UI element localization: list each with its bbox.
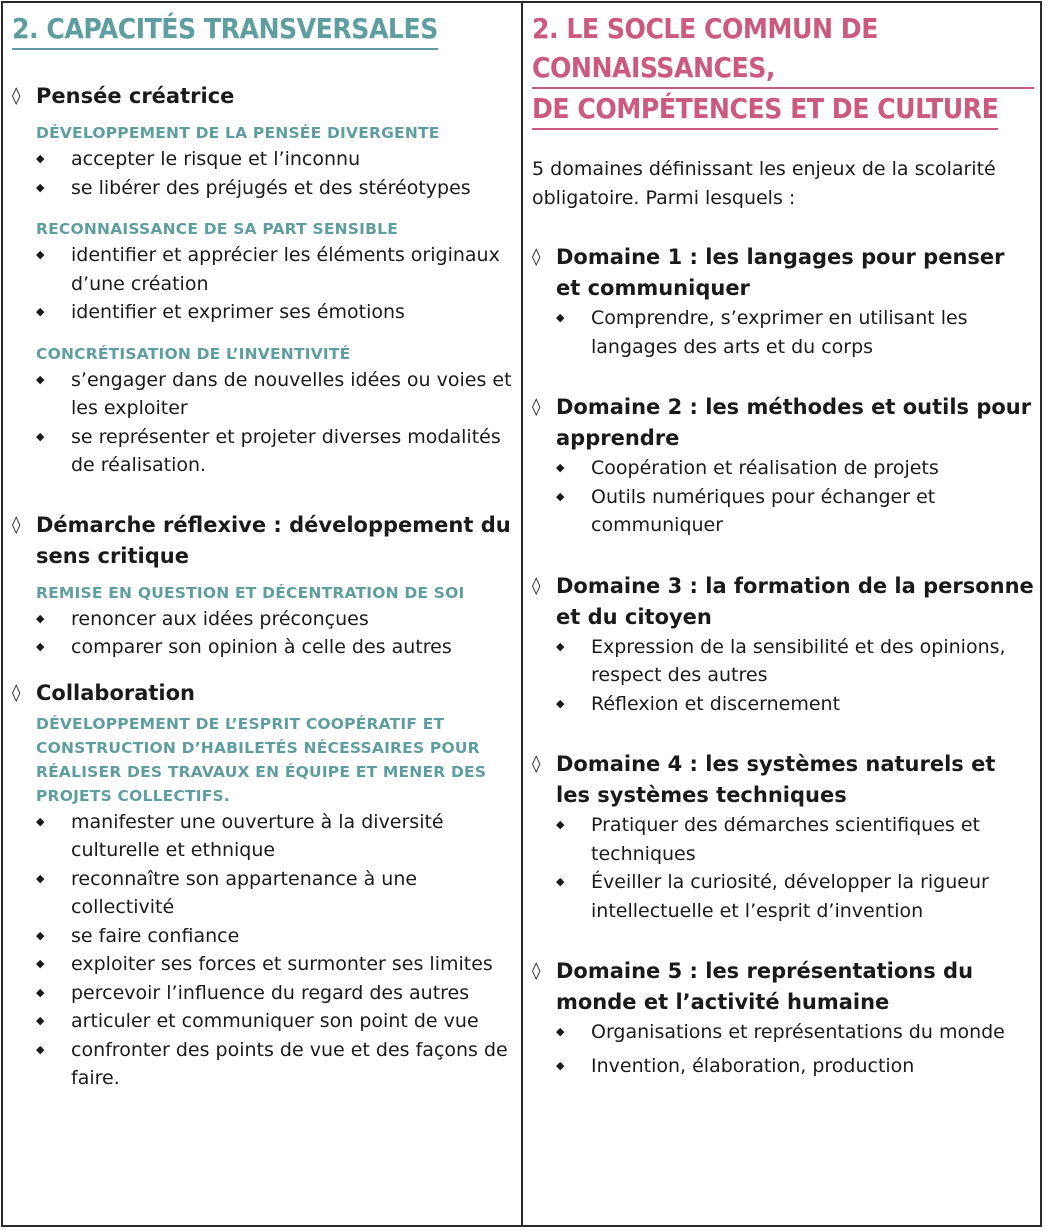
list-item: ◆ Invention, élaboration, production <box>532 1052 1034 1081</box>
lozenge-icon: ◊ <box>532 754 541 774</box>
diamond-bullet-icon: ◆ <box>36 152 45 165</box>
domain-1 <box>532 242 1034 361</box>
list-item: ◆ se libérer des préjugés et des stéréotypes <box>12 174 515 203</box>
diamond-bullet-icon: ◆ <box>556 1025 565 1038</box>
list-item: ◆ s’engager dans de nouvelles idées ou voies et les exploiter <box>12 366 515 423</box>
diamond-bullet-icon: ◆ <box>556 1058 565 1072</box>
right-heading-line-2: DE COMPÉTENCES ET DE CULTURE <box>532 89 998 130</box>
section-demarche-reflexive <box>12 510 515 662</box>
subsection-title: DÉVELOPPEMENT DE LA PENSÉE DIVERGENTE <box>36 124 440 142</box>
diamond-bullet-icon: ◆ <box>556 311 565 324</box>
bullet-list <box>532 1018 1034 1080</box>
document-frame <box>1 1 1042 1227</box>
lozenge-icon: ◊ <box>532 397 541 417</box>
diamond-bullet-icon: ◆ <box>36 957 45 970</box>
diamond-bullet-icon: ◆ <box>556 818 565 831</box>
diamond-bullet-icon: ◆ <box>36 1042 45 1056</box>
bullet-list <box>12 241 515 327</box>
domain-5 <box>532 956 1034 1080</box>
intro-text: 5 domaines définissant les enjeux de la scolarité obligatoire. Parmi lesquels : <box>532 158 996 209</box>
domain-4 <box>532 749 1034 925</box>
right-heading-line-1: 2. LE SOCLE COMMUN DE CONNAISSANCES, <box>532 9 1034 89</box>
diamond-bullet-icon: ◆ <box>36 305 45 318</box>
list-item: ◆ identifier et apprécier les éléments originaux d’une création <box>12 241 515 298</box>
diamond-bullet-icon: ◆ <box>36 871 45 885</box>
bullet-list <box>12 605 515 662</box>
list-item: ◆ Pratiquer des démarches scientifiques et techniques <box>532 811 1034 868</box>
diamond-bullet-icon: ◆ <box>36 985 45 999</box>
list-item: ◆ Outils numériques pour échanger et communiquer <box>532 483 1034 540</box>
list-item: ◆ manifester une ouverture à la diversité culturelle et ethnique <box>12 808 515 865</box>
list-item: ◆ Comprendre, s’exprimer en utilisant les langages des arts et du corps <box>532 304 1034 361</box>
diamond-bullet-icon: ◆ <box>556 875 565 888</box>
diamond-bullet-icon: ◆ <box>36 180 45 194</box>
list-item: ◆ Réflexion et discernement <box>532 690 1034 719</box>
list-item: ◆ identifier et exprimer ses émotions <box>12 298 515 327</box>
list-item: ◆ comparer son opinion à celle des autres <box>12 633 515 662</box>
left-heading: 2. CAPACITÉS TRANSVERSALES <box>12 9 438 50</box>
diamond-bullet-icon: ◆ <box>36 248 45 261</box>
list-item: ◆ Éveiller la curiosité, développer la rigueur intellectuelle et l’esprit d’invention <box>532 868 1034 925</box>
section-title: ◊ Démarche réflexive : développement du sens critique <box>12 510 515 572</box>
section-pensee-creatrice <box>12 81 515 480</box>
list-item: ◆ Coopération et réalisation de projets <box>532 454 1034 483</box>
bullet-list <box>12 366 515 480</box>
list-item: ◆ se faire confiance <box>12 922 515 951</box>
lozenge-icon: ◊ <box>12 682 21 703</box>
diamond-bullet-icon: ◆ <box>556 461 565 474</box>
list-item: ◆ reconnaître son appartenance à une collectivité <box>12 865 515 922</box>
diamond-bullet-icon: ◆ <box>36 928 45 942</box>
list-item: ◆ Organisations et représentations du monde <box>532 1018 1034 1047</box>
section-title: ◊ Collaboration <box>12 678 515 709</box>
right-column <box>523 3 1040 1225</box>
section-title: ◊ Pensée créatrice <box>12 81 515 112</box>
bullet-list <box>532 454 1034 540</box>
lozenge-icon: ◊ <box>532 961 541 981</box>
bullet-list <box>12 145 515 202</box>
bullet-list <box>532 304 1034 361</box>
domain-title: ◊ Domaine 2 : les méthodes et outils pour apprendre <box>532 392 1034 454</box>
diamond-bullet-icon: ◆ <box>36 611 45 625</box>
domain-title: ◊ Domaine 3 : la formation de la personne et du citoyen <box>532 571 1034 633</box>
diamond-bullet-icon: ◆ <box>556 489 565 503</box>
section-collaboration <box>12 678 515 1093</box>
bullet-list <box>532 633 1034 719</box>
diamond-bullet-icon: ◆ <box>36 429 45 443</box>
right-heading <box>532 9 1034 130</box>
lozenge-icon: ◊ <box>532 247 541 267</box>
list-item: ◆ articuler et communiquer son point de vue <box>12 1007 515 1036</box>
list-item: ◆ accepter le risque et l’inconnu <box>12 145 515 174</box>
diamond-bullet-icon: ◆ <box>36 640 45 653</box>
bullet-list <box>12 808 515 1093</box>
left-column <box>3 3 523 1225</box>
lozenge-icon: ◊ <box>12 514 21 535</box>
list-item: ◆ renoncer aux idées préconçues <box>12 605 515 634</box>
domain-title: ◊ Domaine 5 : les représentations du monde et l’activité humaine <box>532 956 1034 1018</box>
bullet-list <box>532 811 1034 925</box>
diamond-bullet-icon: ◆ <box>36 372 45 386</box>
subsection-title: REMISE EN QUESTION ET DÉCENTRATION DE SOI <box>36 583 465 602</box>
list-item: ◆ confronter des points de vue et des façons de faire. <box>12 1036 515 1093</box>
diamond-bullet-icon: ◆ <box>556 696 565 710</box>
subsection-title: DÉVELOPPEMENT DE L’ESPRIT COOPÉRATIF ET CONSTRUCTION D’HABILETÉS NÉCESSAIRES POUR RÉALISER DES TRAVAUX EN ÉQUIPE ET MENER DES PROJETS COLLECTIFS. <box>36 714 487 805</box>
domain-title: ◊ Domaine 4 : les systèmes naturels et les systèmes techniques <box>532 749 1034 811</box>
list-item: ◆ percevoir l’influence du regard des autres <box>12 979 515 1008</box>
domain-3 <box>532 571 1034 719</box>
lozenge-icon: ◊ <box>12 86 21 106</box>
diamond-bullet-icon: ◆ <box>556 639 565 653</box>
domain-2 <box>532 392 1034 540</box>
list-item: ◆ Expression de la sensibilité et des opinions, respect des autres <box>532 633 1034 690</box>
lozenge-icon: ◊ <box>532 575 541 596</box>
diamond-bullet-icon: ◆ <box>36 814 45 828</box>
list-item: ◆ se représenter et projeter diverses modalités de réalisation. <box>12 423 515 480</box>
list-item: ◆ exploiter ses forces et surmonter ses limites <box>12 950 515 979</box>
diamond-bullet-icon: ◆ <box>36 1014 45 1027</box>
domain-title: ◊ Domaine 1 : les langages pour penser et communiquer <box>532 242 1034 304</box>
subsection-title: CONCRÉTISATION DE L’INVENTIVITÉ <box>36 344 351 363</box>
subsection-title: RECONNAISSANCE DE SA PART SENSIBLE <box>36 220 399 238</box>
